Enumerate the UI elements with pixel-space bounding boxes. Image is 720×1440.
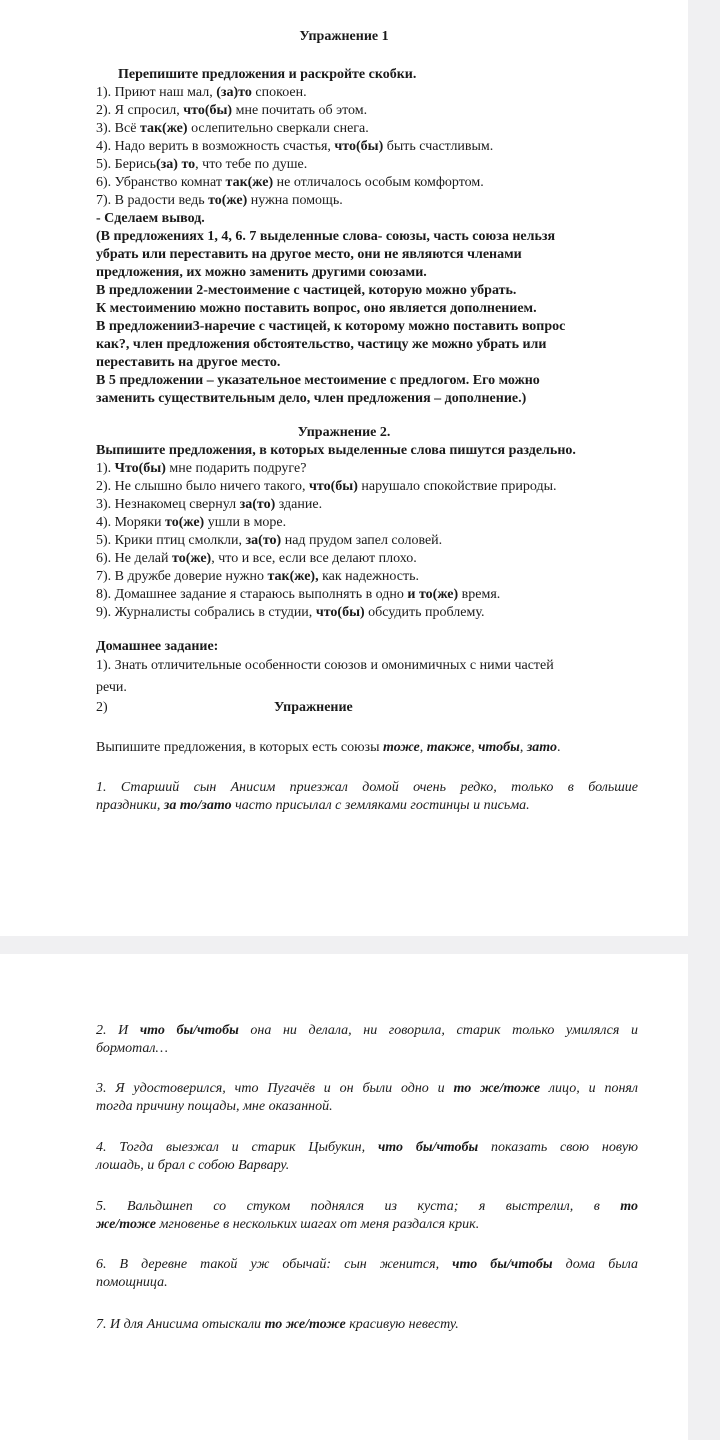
exercise-1-item: 5). Берись(за) то, что тебе по душе. xyxy=(96,157,308,172)
exercise-3-sentence-7: 7. И для Анисима отыскали то же/тоже красивую невесту. xyxy=(96,1317,459,1332)
exercise-3-sentence-4: 4. Тогда выезжал и старик Цыбукин, что бы/чтобы показать свою новую xyxy=(96,1140,638,1155)
exercise-3-sentence-1: 1. Старший сын Анисим приезжал домой очень редко, только в большие xyxy=(96,780,638,795)
homework-title: Домашнее задание: xyxy=(96,639,219,654)
exercise-2-item: 8). Домашнее задание я стараюсь выполнять в одно и то(же) время. xyxy=(96,587,501,602)
exercise-3-sentence-2: 2. И что бы/чтобы она ни делала, ни говорила, старик только умилялся и xyxy=(96,1023,638,1038)
exercise-2-item: 1). Что(бы) мне подарить подруге? xyxy=(96,461,307,476)
exercise-3-sentence-5: 5. Вальдшнеп со стуком поднялся из куста; я выстрелил, в то xyxy=(96,1199,638,1214)
homework-item-2-title: Упражнение xyxy=(274,700,353,715)
conclusion-line: В предложении3-наречие с частицей, к которому можно поставить вопрос xyxy=(96,319,566,334)
page-margin xyxy=(688,0,720,936)
conclusion-line: переставить на другое место. xyxy=(96,355,281,370)
exercise-3-sentence-2-continued: бормотал… xyxy=(96,1041,168,1056)
exercise-1-item: 3). Всё так(же) ослепительно сверкали снега. xyxy=(96,121,369,136)
conclusion-line: как?, член предложения обстоятельство, частицу же можно убрать или xyxy=(96,337,547,352)
exercise-2-item: 2). Не слышно было ничего такого, что(бы) нарушало спокойствие природы. xyxy=(96,479,557,494)
document-page-2 xyxy=(0,954,688,1440)
exercise-1-item: 4). Надо верить в возможность счастья, что(бы) быть счастливым. xyxy=(96,139,494,154)
conclusion-line: заменить существительным дело, член предложения – дополнение.) xyxy=(96,391,527,406)
exercise-3-sentence-4-continued: лошадь, и брал с собою Варвару. xyxy=(96,1158,290,1173)
conclusion-line: К местоимению можно поставить вопрос, оно является дополнением. xyxy=(96,301,537,316)
exercise-3-task: Выпишите предложения, в которых есть союзы тоже, также, чтобы, зато. xyxy=(96,740,561,755)
exercise-1-item: 6). Убранство комнат так(же) не отличалось особым комфортом. xyxy=(96,175,484,190)
exercise-2-item: 9). Журналисты собрались в студии, что(бы) обсудить проблему. xyxy=(96,605,485,620)
exercise-1-task: Перепишите предложения и раскройте скобки. xyxy=(118,67,417,82)
conclusion-heading: - Сделаем вывод. xyxy=(96,211,205,226)
exercise-2-item: 4). Моряки то(же) ушли в море. xyxy=(96,515,287,530)
conclusion-line: убрать или переставить на другое место, они не являются членами xyxy=(96,247,522,262)
page-margin xyxy=(688,954,720,1440)
exercise-2-task: Выпишите предложения, в которых выделенные слова пишутся раздельно. xyxy=(96,443,576,458)
exercise-2-item: 3). Незнакомец свернул за(то) здание. xyxy=(96,497,323,512)
exercise-1-item: 7). В радости ведь то(же) нужна помощь. xyxy=(96,193,343,208)
exercise-1-title: Упражнение 1 xyxy=(299,29,389,44)
homework-item-2-number: 2) xyxy=(96,700,108,715)
conclusion-line: В предложении 2-местоимение с частицей, которую можно убрать. xyxy=(96,283,517,298)
exercise-2-item: 6). Не делай то(же), что и все, если все делают плохо. xyxy=(96,551,417,566)
conclusion-line: предложения, их можно заменить другими союзами. xyxy=(96,265,427,280)
conclusion-line: В 5 предложении – указательное местоимение с предлогом. Его можно xyxy=(96,373,540,388)
exercise-3-sentence-3-continued: тогда причину пощады, мне оказанной. xyxy=(96,1099,333,1114)
exercise-3-sentence-6: 6. В деревне такой уж обычай: сын женится, что бы/чтобы дома была xyxy=(96,1257,638,1272)
exercise-2-item: 7). В дружбе доверие нужно так(же), как надежность. xyxy=(96,569,419,584)
exercise-2-item: 5). Крики птиц смолкли, за(то) над прудом запел соловей. xyxy=(96,533,443,548)
exercise-3-sentence-5-continued: же/тоже мгновенье в нескольких шагах от меня раздался крик. xyxy=(96,1217,480,1232)
conclusion-line: (В предложениях 1, 4, 6. 7 выделенные слова- союзы, часть союза нельзя xyxy=(96,229,556,244)
exercise-3-sentence-6-continued: помощница. xyxy=(96,1275,168,1290)
homework-item-1: 1). Знать отличительные особенности союзов и омонимичных с ними частей xyxy=(96,658,554,673)
exercise-1-item: 2). Я спросил, что(бы) мне почитать об этом. xyxy=(96,103,368,118)
exercise-3-sentence-1-continued: праздники, за то/зато часто присылал с земляками гостинцы и письма. xyxy=(96,798,530,813)
homework-item-1-continued: речи. xyxy=(96,680,127,695)
exercise-2-title: Упражнение 2. xyxy=(297,425,391,440)
exercise-1-item: 1). Приют наш мал, (за)то спокоен. xyxy=(96,85,307,100)
exercise-3-sentence-3: 3. Я удостоверился, что Пугачёв и он были одно и то же/тоже лицо, и понял xyxy=(96,1081,638,1096)
